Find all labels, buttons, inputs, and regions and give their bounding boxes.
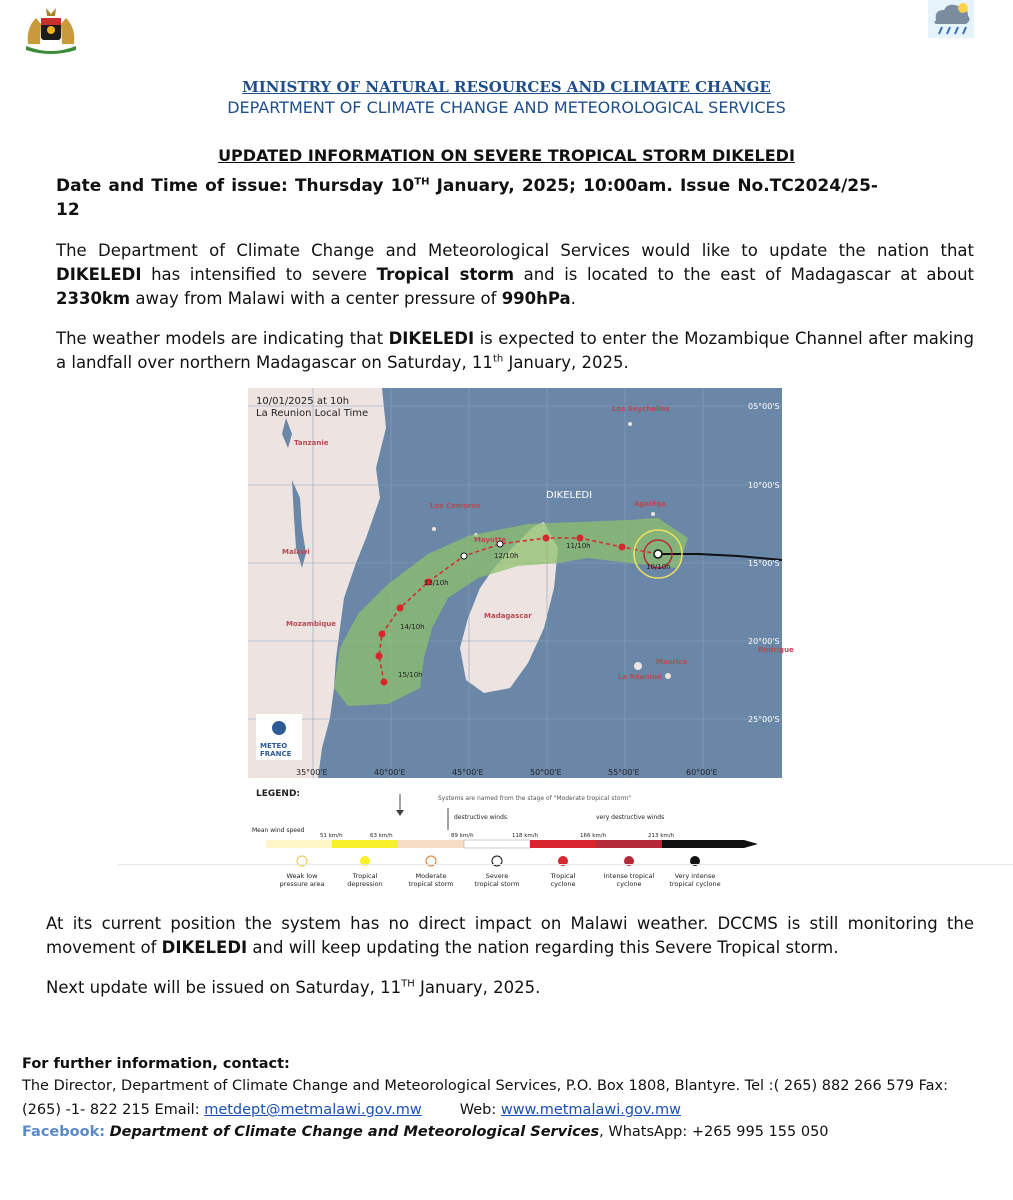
map-label-tanzanie: Tanzanie bbox=[294, 439, 329, 447]
malawi-coat-of-arms-logo bbox=[22, 4, 80, 54]
p2-storm-name: DIKELEDI bbox=[388, 329, 475, 348]
map-timezone: La Reunion Local Time bbox=[256, 408, 369, 419]
map-lat-label: 10°00'S bbox=[748, 481, 780, 490]
divider bbox=[118, 864, 1013, 865]
legend-very-destructive: very destructive winds bbox=[596, 814, 665, 821]
map-fix-label: 13/10h bbox=[424, 579, 449, 587]
legend-cat-label: depression bbox=[347, 880, 383, 888]
legend-cat-label: Weak low bbox=[286, 872, 318, 880]
map-lat-label: 20°00'S bbox=[748, 637, 780, 646]
issue-prefix: Date and Time of issue: Thursday 10 bbox=[56, 176, 415, 196]
legend-band-moderate bbox=[398, 840, 464, 848]
map-lat-label: 15°00'S bbox=[748, 559, 780, 568]
email-link[interactable]: metdept@metmalawi.gov.mw bbox=[204, 1102, 422, 1118]
legend-cat-label: tropical cyclone bbox=[669, 880, 721, 888]
map-lon-label: 60°00'E bbox=[686, 768, 718, 777]
p1-text: away from Malawi with a center pressure of bbox=[130, 289, 502, 308]
legend-speed: 166 km/h bbox=[580, 833, 607, 839]
map-fix-label: 11/10h bbox=[566, 542, 591, 550]
legend-cat-label: cyclone bbox=[616, 880, 642, 888]
facebook-line bbox=[22, 1124, 829, 1140]
map-label-mayotte: Mayotte bbox=[474, 536, 507, 544]
p3-text: and will keep updating the nation regarding this Severe Tropical storm. bbox=[247, 938, 839, 957]
p1-text: and is located to the east of Madagascar at about bbox=[514, 265, 974, 284]
legend-title: LEGEND: bbox=[256, 789, 301, 799]
map-lon-label: 40°00'E bbox=[374, 768, 406, 777]
web-link[interactable]: www.metmalawi.gov.mw bbox=[500, 1102, 681, 1118]
map-fix-label: 10/10h bbox=[646, 563, 671, 571]
legend-cat-label: Severe bbox=[485, 872, 509, 880]
map-label-reunion: La Réunion bbox=[618, 673, 662, 681]
map-label-seychelles: Los Seychelles bbox=[612, 405, 670, 413]
map-label-maurice: Maurice bbox=[656, 658, 688, 666]
map-label-mozambique: Mozambique bbox=[286, 620, 337, 628]
map-fix-label: 14/10h bbox=[400, 623, 425, 631]
legend-speed: 118 km/h bbox=[512, 833, 539, 839]
legend-speed: 213 km/h bbox=[648, 833, 675, 839]
map-storm-label: DIKELEDI bbox=[546, 490, 593, 501]
p2-text: January, 2025. bbox=[503, 353, 629, 372]
legend-speed: 63 km/h bbox=[370, 833, 393, 839]
legend-cat-label: Very intense bbox=[674, 872, 716, 880]
map-fix-label: 12/10h bbox=[494, 552, 519, 560]
legend-band-cyclone bbox=[530, 840, 596, 848]
map-label-rodrigue: Rodrigue bbox=[758, 646, 794, 654]
department-heading: DEPARTMENT OF CLIMATE CHANGE AND METEOROLOGICAL SERVICES bbox=[227, 98, 786, 117]
map-lat-label: 25°00'S bbox=[748, 715, 780, 724]
p4-sup: TH bbox=[401, 978, 415, 990]
p1-text: has intensified to severe bbox=[141, 265, 377, 284]
map-lon-label: 45°00'E bbox=[452, 768, 484, 777]
map-label-madagascar: Madagascar bbox=[484, 612, 532, 620]
legend-band-very-intense bbox=[662, 840, 744, 848]
p2-text: is expected to enter the Mozambique Channel after making a landfall over northern Madagascar on Saturday, 11 bbox=[56, 329, 974, 372]
legend-cat-label: Tropical bbox=[352, 872, 378, 880]
issue-suffix: January, 2025; 10:00am. Issue No.TC2024/25-12 bbox=[56, 176, 878, 220]
ministry-heading: MINISTRY OF NATURAL RESOURCES AND CLIMATE CHANGE bbox=[242, 78, 771, 96]
p1-text: The Department of Climate Change and Meteorological Services would like to update the nation that bbox=[56, 241, 974, 260]
map-label-malawi: Malawi bbox=[282, 548, 310, 556]
legend-band-depression bbox=[332, 840, 398, 848]
map-lon-label: 35°00'E bbox=[296, 768, 328, 777]
p1-category: Tropical storm bbox=[376, 265, 515, 284]
legend-cat-label: Moderate bbox=[415, 872, 447, 880]
legend-speed: 51 km/h bbox=[320, 833, 343, 839]
paragraph-next-update bbox=[46, 976, 974, 1000]
contact-details bbox=[22, 1074, 972, 1122]
legend-band-severe bbox=[464, 840, 530, 848]
whatsapp-text: , WhatsApp: +265 995 155 050 bbox=[599, 1124, 829, 1140]
p1-pressure: 990hPa bbox=[501, 289, 571, 308]
legend-destructive: destructive winds bbox=[454, 814, 508, 821]
p4-text: January, 2025. bbox=[414, 978, 541, 997]
contact-heading: For further information, contact: bbox=[22, 1056, 290, 1072]
legend-cat-label: cyclone bbox=[550, 880, 576, 888]
p4-text: Next update will be issued on Saturday, 11 bbox=[46, 978, 402, 997]
contact-text: The Director, Department of Climate Change and Meteorological Services, P.O. Box 1808, Blantyre. Tel :( 265) 882 266 579 Fax: (265) -1- 822 215 Email: bbox=[22, 1078, 948, 1118]
storm-track-map bbox=[248, 388, 794, 778]
p1-distance: 2330km bbox=[56, 289, 131, 308]
p1-storm-name: DIKELEDI bbox=[56, 265, 142, 284]
paragraph-forecast bbox=[56, 327, 974, 375]
map-label-comores: Los Comores bbox=[430, 502, 481, 510]
map-lon-label: 50°00'E bbox=[530, 768, 562, 777]
paragraph-impact bbox=[46, 912, 974, 960]
legend-speed: 89 km/h bbox=[451, 833, 474, 839]
rain-cloud-icon bbox=[928, 0, 974, 38]
map-fix-label: 15/10h bbox=[398, 671, 423, 679]
p2-sup: th bbox=[492, 353, 504, 365]
legend-cat-label: tropical storm bbox=[408, 880, 454, 888]
legend-speed-label: Mean wind speed bbox=[252, 827, 305, 834]
issue-sup: TH bbox=[414, 176, 430, 188]
map-lat-label: 05°00'S bbox=[748, 402, 780, 411]
legend-note: Systems are named from the stage of "Moderate tropical storm" bbox=[438, 795, 632, 802]
legend-cat-label: Tropical bbox=[550, 872, 576, 880]
legend-cat-label: Intense tropical bbox=[603, 872, 655, 880]
map-timestamp: 10/01/2025 at 10h bbox=[256, 396, 350, 407]
legend-band-intense bbox=[596, 840, 662, 848]
facebook-label: Facebook: bbox=[22, 1124, 106, 1140]
legend-cat-label: pressure area bbox=[279, 880, 325, 888]
map-lon-label: 55°00'E bbox=[608, 768, 640, 777]
bulletin-title: UPDATED INFORMATION ON SEVERE TROPICAL STORM DIKELEDI bbox=[218, 146, 795, 165]
p2-text: The weather models are indicating that bbox=[56, 329, 389, 348]
p3-text: At its current position the system has no direct impact on Malawi weather. DCCMS is still monitoring the movement of bbox=[46, 914, 974, 957]
meteo-france-logo: METEO bbox=[260, 742, 288, 750]
legend-band-weak bbox=[266, 840, 332, 848]
issue-date-block bbox=[56, 174, 878, 222]
map-label-agalega: Agaléga bbox=[634, 500, 667, 508]
paragraph-intensity bbox=[56, 239, 974, 311]
storm-legend bbox=[248, 782, 768, 894]
meteo-france-logo: FRANCE bbox=[260, 750, 292, 758]
web-label: Web: bbox=[459, 1102, 501, 1118]
legend-cat-label: tropical storm bbox=[474, 880, 520, 888]
p1-text: . bbox=[570, 289, 576, 308]
facebook-name: Department of Climate Change and Meteorological Services bbox=[109, 1124, 600, 1140]
p3-storm-name: DIKELEDI bbox=[161, 938, 248, 957]
